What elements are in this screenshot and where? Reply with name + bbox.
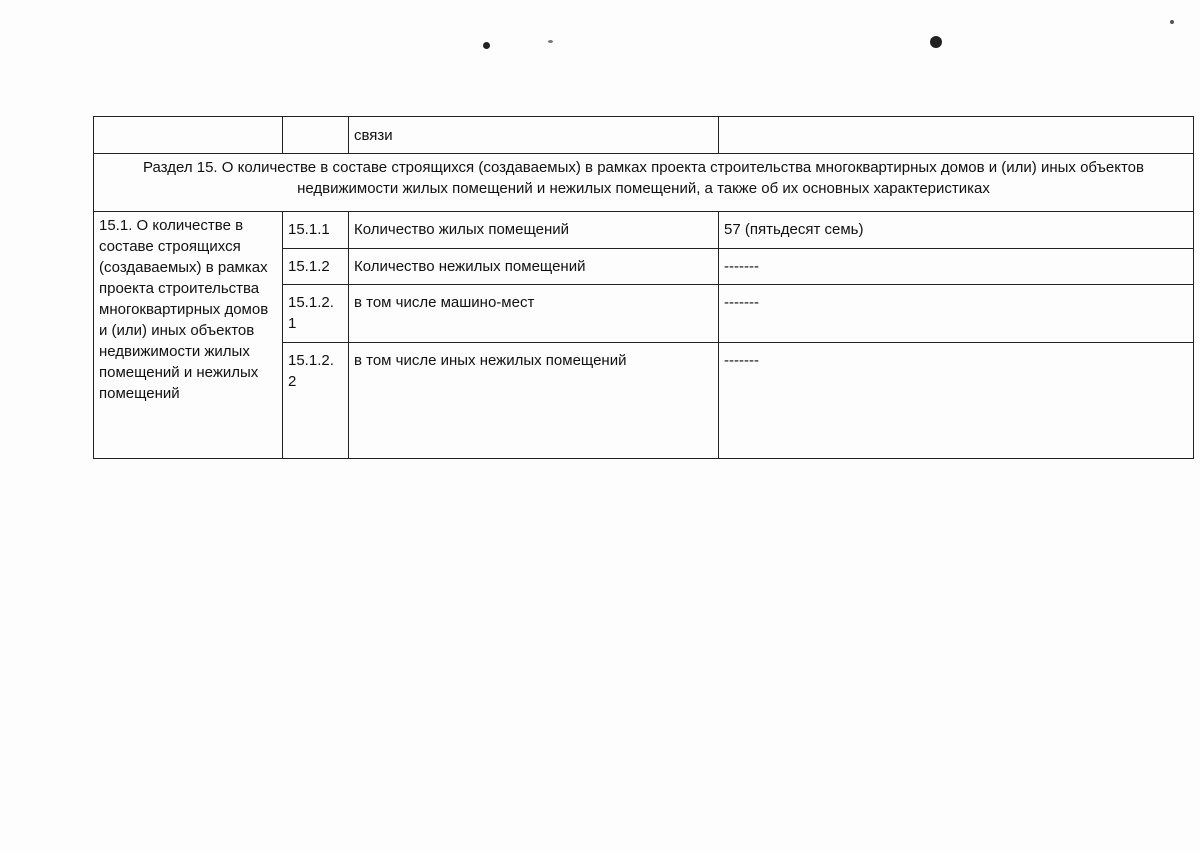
document-table	[93, 116, 1194, 459]
cell-empty	[283, 117, 349, 154]
row-number: 15.1.1	[283, 212, 349, 249]
row-value: -------	[719, 343, 1194, 459]
table-row	[94, 117, 1194, 154]
cell-empty	[94, 117, 283, 154]
cell-empty	[719, 117, 1194, 154]
row-number: 15.1.2. 1	[283, 285, 349, 343]
row-value: -------	[719, 285, 1194, 343]
cell-text: связи	[349, 117, 719, 154]
scan-speck	[930, 36, 942, 48]
row-label: Количество нежилых помещений	[349, 249, 719, 285]
row-label: Количество жилых помещений	[349, 212, 719, 249]
row-label: в том числе машино-мест	[349, 285, 719, 343]
section-title: Раздел 15. О количестве в составе строящихся (создаваемых) в рамках проекта строительства многоквартирных домов и (или) иных объектов недвижимости жилых помещений и нежилых помещений, а также об их основных характеристиках	[94, 154, 1194, 212]
row-value: -------	[719, 249, 1194, 285]
subsection-label: 15.1. О количестве в составе строящихся (создаваемых) в рамках проекта строительства многоквартирных домов и (или) иных объектов недвижимости жилых помещений и нежилых помещений	[94, 212, 283, 459]
scan-speck	[483, 42, 490, 49]
row-value: 57 (пятьдесят семь)	[719, 212, 1194, 249]
scan-speck	[1170, 20, 1174, 24]
scan-speck	[548, 40, 553, 43]
row-number: 15.1.2	[283, 249, 349, 285]
row-number: 15.1.2. 2	[283, 343, 349, 459]
section-row	[94, 154, 1194, 212]
table-row	[94, 212, 1194, 249]
row-label: в том числе иных нежилых помещений	[349, 343, 719, 459]
